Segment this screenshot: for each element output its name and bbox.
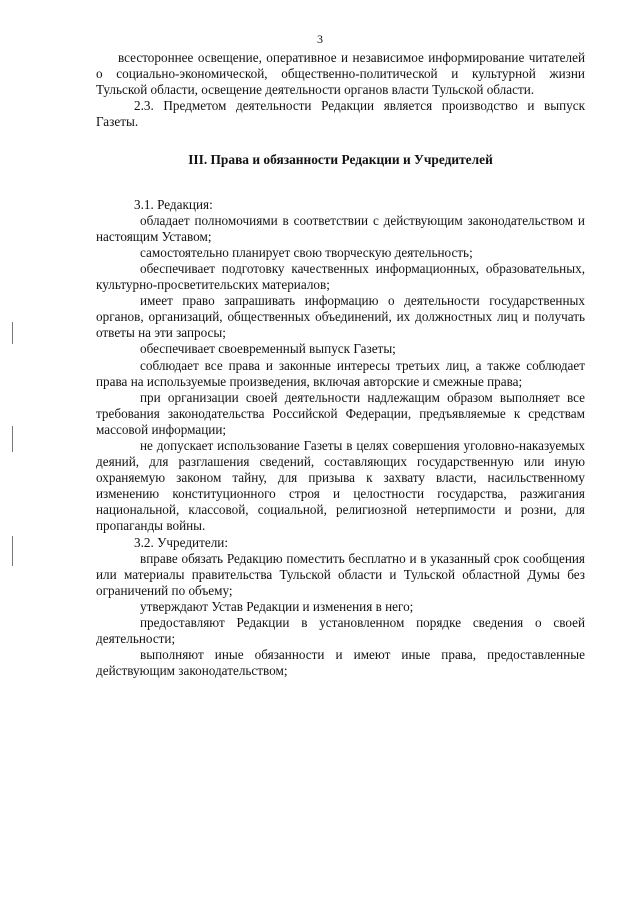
list-item: обеспечивает своевременный выпуск Газеты; xyxy=(140,341,396,357)
intro-paragraph: 2.3. Предметом деятельности Редакции является производство и выпуск Газеты. xyxy=(96,98,585,130)
section-heading: III. Права и обязанности Редакции и Учредителей xyxy=(188,152,493,168)
list-item: имеет право запрашивать информацию о деятельности государственных органов, организаций, общественных объединений, их должностных лиц и получать ответы на эти запросы; xyxy=(96,293,585,341)
scan-edge-mark xyxy=(12,536,13,566)
list-item: выполняют иные обязанности и имеют иные права, предоставленные действующим законодательством; xyxy=(96,647,585,679)
list-item: предоставляют Редакции в установленном порядке сведения о своей деятельности; xyxy=(96,615,585,647)
document-body xyxy=(96,50,585,679)
scan-edge-mark xyxy=(12,426,13,452)
list-item: самостоятельно планирует свою творческую деятельность; xyxy=(140,244,473,260)
list-item: утверждают Устав Редакции и изменения в него; xyxy=(140,598,414,614)
subsection-title: 3.1. Редакция: xyxy=(134,196,213,212)
list-item: соблюдает все права и законные интересы третьих лиц, а также соблюдает права на используемые произведения, включая авторские и смежные права; xyxy=(96,357,585,389)
subsection-title: 3.2. Учредители: xyxy=(134,534,229,550)
page-number: 3 xyxy=(317,32,323,46)
list-item: при организации своей деятельности надлежащим образом выполняет все требования законодательства Российской Федерации, предъявляемые к средствам массовой информации; xyxy=(96,389,585,437)
list-item: обеспечивает подготовку качественных информационных, образовательных, культурно-просветительских материалов; xyxy=(96,260,585,293)
list-item: обладает полномочиями в соответствии с действующим законодательством и настоящим Уставом; xyxy=(96,212,585,244)
intro-paragraph: всестороннее освещение, оперативное и независимое информирование читателей о социально-экономической, общественно-политической и культурной жизни Тульской области, освещение деятельности органов власти Тульской области. xyxy=(96,50,585,98)
list-item: не допускает использование Газеты в целях совершения уголовно-наказуемых деяний, для разглашения сведений, составляющих государственную или иную охраняемую законом тайну, для призыва к захвату власти, насильственному изменению конституционного строя и целостности государства, разжигания национальной, классовой, социальной, религиозной нетерпимости и розни, для пропаганды войны. xyxy=(96,437,585,534)
list-item: вправе обязать Редакцию поместить бесплатно и в указанный срок сообщения или материалы правительства Тульской области и Тульской областной Думы без ограничений по объему; xyxy=(96,550,585,598)
scan-edge-mark xyxy=(12,322,13,344)
